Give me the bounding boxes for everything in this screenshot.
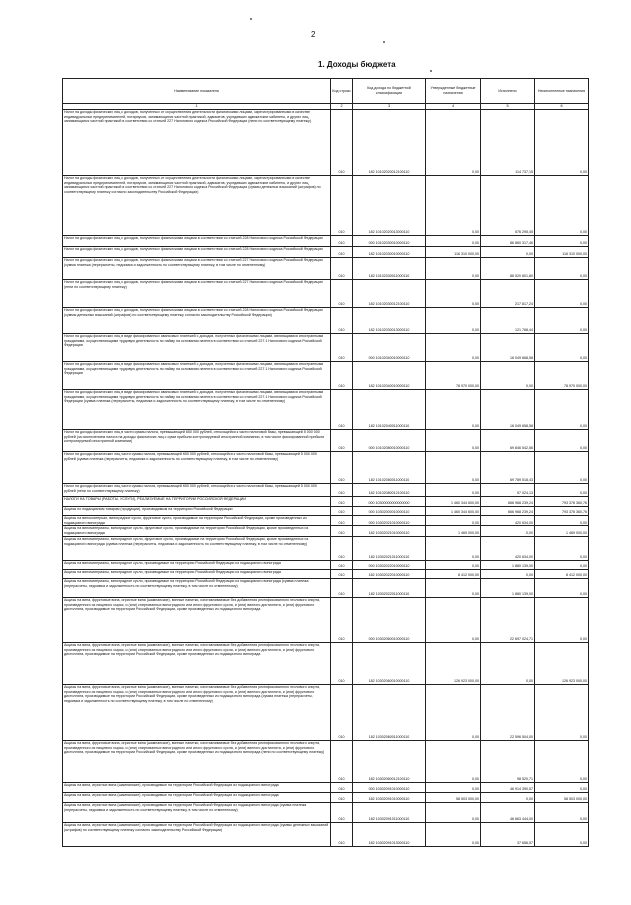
row-executed: 46 914 390,57 [481, 782, 535, 792]
row-remaining: 116 310 000,00 [535, 247, 589, 258]
row-executed: 37 656,57 [481, 822, 535, 846]
table-row [63, 516, 589, 526]
row-approved: 0,00 [426, 390, 481, 430]
col-header-executed: Исполнено [481, 79, 535, 104]
row-name: Налог на доходы физических лиц части суммы налога, превышающей 650 000 рублей, относящейся к части налоговой базы, превышающей 5 000 000 рублей (пени по соответствующему платежу) [63, 484, 331, 497]
page-title: 1. Доходы бюджета [318, 60, 396, 69]
table-row [63, 430, 589, 452]
table-row [63, 247, 589, 258]
row-kbk: 182 10102020013000110 [353, 176, 426, 236]
row-kbk: 182 10302022010000110 [353, 569, 426, 578]
row-code: 010 [331, 247, 353, 258]
row-name: Налог на доходы физических лиц с доходов, полученных физическими лицами в соответствии со статьей 228 Налогового кодекса Российской Федерации [63, 236, 331, 247]
row-code: 010 [331, 822, 353, 846]
table-row [63, 822, 589, 846]
row-approved: 0,00 [426, 110, 481, 176]
row-executed: 0,00 [481, 362, 535, 390]
row-remaining: 8 412 000,00 [535, 569, 589, 578]
row-name: Налог на доходы физических лиц с доходов, полученных физическими лицами в соответствии со статьей 228 Налогового кодекса Российской Федерации (суммы денежных взысканий (штрафов) по соответствующему платежу согласно законодательству Российской Федерации) [63, 308, 331, 334]
table-row [63, 740, 589, 782]
row-executed: 114 737,15 [481, 110, 535, 176]
row-code: 010 [331, 484, 353, 497]
col-header-kbk: Код дохода по бюджетной классификации [353, 79, 426, 104]
row-name: НАЛОГИ НА ТОВАРЫ (РАБОТЫ, УСЛУГИ), РЕАЛИЗУЕМЫЕ НА ТЕРРИТОРИИ РОССИЙСКОЙ ФЕДЕРАЦИИ [63, 497, 331, 507]
col-number: 5 [481, 104, 535, 110]
row-remaining: 0,00 [535, 782, 589, 792]
row-executed: 666 968 239,24 [481, 497, 535, 507]
row-kbk: 000 10302022010000110 [353, 560, 426, 569]
table-row [63, 792, 589, 802]
row-executed: 0,00 [481, 526, 535, 536]
row-approved: 0,00 [426, 452, 481, 484]
row-name: Налог на доходы физических лиц в виде фиксированных авансовых платежей с доходов, полученных физическими лицами, являющимися иностранными гражданами, осуществляющими трудовую деятельность по найму на основании патента в соответствии со статьей 227.1 Налогового кодекса Российской Федерации (сумма платежа (перерасчеты, недоимка и задолженность по соответствующему платежу, в том числе по отмененному) [63, 390, 331, 430]
table-row [63, 497, 589, 507]
row-executed: 0,00 [481, 569, 535, 578]
row-kbk: 182 10102030012100110 [353, 280, 426, 308]
row-approved: 0,00 [426, 782, 481, 792]
row-kbk: 000 10302000010000110 [353, 507, 426, 516]
row-code: 010 [331, 516, 353, 526]
table-row [63, 280, 589, 308]
row-name: Налог на доходы физических лиц с доходов, полученных от осуществления деятельности физическими лицами, зарегистрированными в качестве индивидуальных предпринимателей, нотариусов, занимающихся частной практикой, адвокатов, учредивших адвокатские кабинеты, и других лиц, занимающихся частной практикой в соответствии со статьей 227 Налогового кодекса Российской Федерации (пени по соответствующему платежу) [63, 110, 331, 176]
row-name: Акцизы на винокоятерьал, виноградное сусло, фруктовое сусло, производимые на территории Российской Федерации, кроме произведенных из подакцизного винограда [63, 516, 331, 526]
table-row [63, 507, 589, 516]
row-code: 010 [331, 308, 353, 334]
row-approved: 0,00 [426, 308, 481, 334]
row-kbk: 000 10302060010000110 [353, 597, 426, 642]
row-name: Акцизы на виноматериалы, виноградное сусло, производимые на территории Российской Федерации из подакцизного винограда [63, 569, 331, 578]
row-approved: 0,00 [426, 484, 481, 497]
table-row [63, 110, 589, 176]
row-kbk: 182 10102080011000110 [353, 452, 426, 484]
row-remaining: 793 376 360,76 [535, 507, 589, 516]
scan-speck [250, 18, 252, 20]
row-code: 010 [331, 560, 353, 569]
row-code: 010 [331, 569, 353, 578]
row-code: 010 [331, 258, 353, 280]
row-approved: 0,00 [426, 536, 481, 560]
row-remaining: 58 503 000,00 [535, 792, 589, 802]
row-remaining: 0,00 [535, 176, 589, 236]
row-name: Акцизы на вина, фруктовые вина, игристые вина (шампанские), винные напитки, изготавливаемые без добавления ректификованного этилового спирта, произведенного из пищевого сырья, и (или) спиртованных виноградного или иного фруктового сусла, и (или) винного дистиллята, и (или) фруктового дистиллята, производимые на территории Российской Федерации, кроме произведенных из подакцизного винограда [63, 642, 331, 684]
row-executed: 98 520,71 [481, 740, 535, 782]
row-name: Акцизы на вина, фруктовые вина, игристые вина (шампанские), винные напитки, изготавливаемые без добавления ректификованного этилового спирта, произведенного из пищевого сырья, и (или) спиртованных виноградного или иного фруктового сусла, и (или) винного дистиллята, и (или) фруктового дистиллята, производимые на территории Российской Федерации, кроме произведенных из подакцизного винограда [63, 597, 331, 642]
row-executed: 57 024,13 [481, 484, 535, 497]
row-remaining: 0,00 [535, 802, 589, 822]
row-remaining: 0,00 [535, 484, 589, 497]
table-row [63, 560, 589, 569]
page-number: 2 [311, 30, 316, 39]
row-name: Налог на доходы физических лиц в виде фиксированных авансовых платежей с доходов, полученных физическими лицами, являющимися иностранными гражданами, осуществляющими трудовую деятельность по найму на основании патента в соответствии со статьей 227.1 Налогового кодекса Российской Федерации [63, 334, 331, 362]
row-approved: 8 412 000,00 [426, 569, 481, 578]
row-name: Налог на доходы физических лиц части суммы налога, превышающей 650 000 рублей, относящейся к части налоговой базы, превышающей 5 000 000 рублей (сумма платежа (перерасчеты, недоимка и задолженность по соответствующему платежу, в том числе по отмененному) [63, 452, 331, 484]
row-executed: 217 817,24 [481, 280, 535, 308]
row-executed: 1 880 139,00 [481, 578, 535, 597]
row-remaining: 0,00 [535, 334, 589, 362]
row-kbk: 182 10102040010000110 [353, 362, 426, 390]
row-remaining: 793 376 360,76 [535, 497, 589, 507]
row-name: Акцизы на виноматериалы, виноградное сусло, производимые на территории Российской Федерации из подакцизного винограда [63, 560, 331, 569]
row-remaining: 0,00 [535, 430, 589, 452]
row-kbk: 000 10302021010000110 [353, 516, 426, 526]
row-remaining: 126 923 000,00 [535, 642, 589, 684]
row-kbk: 000 10102080010000110 [353, 430, 426, 452]
row-remaining: 0,00 [535, 560, 589, 569]
row-code: 010 [331, 390, 353, 430]
table-row [63, 390, 589, 430]
table-row [63, 569, 589, 578]
row-approved: 0,00 [426, 578, 481, 597]
row-name: Акцизы на вина, игристые вина (шампанские), производимые на территории Российской Федерации из подакцизного винограда [63, 792, 331, 802]
row-remaining: 0,00 [535, 822, 589, 846]
row-remaining: 0,00 [535, 110, 589, 176]
row-approved: 0,00 [426, 802, 481, 822]
row-approved: 58 503 000,00 [426, 792, 481, 802]
row-code: 010 [331, 684, 353, 740]
row-approved: 0,00 [426, 236, 481, 247]
row-name: Акцизы на вина, игристые вина (шампанские), производимые на территории Российской Федерации из подакцизного винограда (суммы денежных взысканий (штрафов) по соответствующему платежу согласно законодательству Российской Федерации) [63, 822, 331, 846]
row-code: 010 [331, 497, 353, 507]
col-header-approved: Утвержденные бюджетные назначения [426, 79, 481, 104]
row-kbk: 182 10302091011000110 [353, 802, 426, 822]
row-name: Налог на доходы физических лиц с доходов, полученных физическими лицами в соответствии со статьей 227 Налогового кодекса Российской Федерации (сумма платежа (перерасчеты, недоимка и задолженность по соответствующему платежу, в том числе по отмененному) [63, 258, 331, 280]
row-name: Акцизы на виноматериалы, виноградное сусло, производимые на территории Российской Федерации из подакцизного винограда (сумма платежа (перерасчеты, недоимка и задолженность по соответствующему платежу, в том числе по отмененному) [63, 578, 331, 597]
row-remaining: 0,00 [535, 390, 589, 430]
row-code: 010 [331, 526, 353, 536]
row-kbk: 182 10302091013000110 [353, 822, 426, 846]
table-row [63, 526, 589, 536]
row-code: 010 [331, 334, 353, 362]
row-remaining: 0,00 [535, 516, 589, 526]
row-name: Налог на доходы физических лиц с доходов, полученных от осуществления деятельности физическими лицами, зарегистрированными в качестве индивидуальных предпринимателей, нотариусов, занимающихся частной практикой, адвокатов, учредивших адвокатские кабинеты, и других лиц, занимающихся частной практикой в соответствии со статьей 227 Налогового кодекса Российской Федерации (суммы денежных взысканий (штрафов) по соответствующему платежу согласно законодательству Российской Федерации) [63, 176, 331, 236]
table-row [63, 452, 589, 484]
row-approved: 0,00 [426, 560, 481, 569]
col-number: 3 [353, 104, 426, 110]
row-executed: 0,00 [481, 792, 535, 802]
row-remaining: 0,00 [535, 452, 589, 484]
col-number: 4 [426, 104, 481, 110]
row-code: 010 [331, 430, 353, 452]
col-header-name: Наименование показателя [63, 79, 331, 104]
row-name: Налог на доходы физических лиц с доходов, полученных физическими лицами в соответствии со статьей 228 Налогового кодекса Российской Федерации [63, 247, 331, 258]
row-kbk: 000 10102040010000110 [353, 334, 426, 362]
row-executed: 86 860 317,46 [481, 236, 535, 247]
row-name: Акцизы на вина, игристые вина (шампанские), производимые на территории Российской Федерации из подакцизного винограда [63, 782, 331, 792]
table-body [63, 110, 589, 847]
col-number: 1 [63, 104, 331, 110]
row-approved: 0,00 [426, 176, 481, 236]
row-kbk: 182 10102080012100110 [353, 484, 426, 497]
row-kbk: 000 10300000000000000 [353, 497, 426, 507]
row-approved: 0,00 [426, 334, 481, 362]
table-row [63, 578, 589, 597]
row-approved: 1 460 344 600,00 [426, 497, 481, 507]
row-kbk: 182 10302060010000110 [353, 642, 426, 684]
row-code: 010 [331, 782, 353, 792]
row-executed: 46 663 444,00 [481, 802, 535, 822]
table-row [63, 236, 589, 247]
col-header-code: Код строки [331, 79, 353, 104]
row-kbk: 182 10302060011000110 [353, 684, 426, 740]
row-approved: 126 923 000,00 [426, 642, 481, 684]
row-approved: 0,00 [426, 430, 481, 452]
row-name: Акцизы на вина, фруктовые вина, игристые вина (шампанские), винные напитки, изготавливаемые без добавления ректификованного этилового спирта, произведенного из пищевого сырья, и (или) спиртованных виноградного или иного фруктового сусла, и (или) винного дистиллята, и (или) фруктового дистиллята, производимые на территории Российской Федерации, кроме произведенных из подакцизного винограда (пени по соответствующему платежу) [63, 740, 331, 782]
col-number: 6 [535, 104, 589, 110]
row-kbk: 182 10102030011000110 [353, 258, 426, 280]
table-row [63, 536, 589, 560]
row-remaining: 0,00 [535, 536, 589, 560]
row-kbk: 182 10302021010000110 [353, 526, 426, 536]
row-name: Акцизы на вина, фруктовые вина, игристые вина (шампанские), винные напитки, изготавливаемые без добавления ректификованного этилового спирта, произведенного из пищевого сырья, и (или) спиртованных виноградного или иного фруктового сусла, и (или) винного дистиллята, и (или) фруктового дистиллята, производимые на территории Российской Федерации, кроме произведенных из подакцизного винограда (сумма платежа (перерасчеты, недоимка и задолженность по соответствующему платежу, в том числе по отмененному) [63, 684, 331, 740]
row-code: 010 [331, 578, 353, 597]
row-name: Налог на доходы физических лиц в части суммы налога, превышающей 650 000 рублей, относящейся к части налоговой базы, превышающей 5 000 000 рублей (за исключением налога на доходы физических лиц с сумм прибыли контролируемой иностранной компании, в том числе фиксированной прибыли контролируемой иностранной компании) [63, 430, 331, 452]
row-approved: 0,00 [426, 258, 481, 280]
row-remaining: 0,00 [535, 740, 589, 782]
row-approved: 0,00 [426, 597, 481, 642]
row-executed: 22 697 024,71 [481, 597, 535, 642]
row-kbk: 182 10302060012100110 [353, 740, 426, 782]
row-executed: 121 768,44 [481, 308, 535, 334]
row-kbk: 182 10302021011000110 [353, 536, 426, 560]
col-header-remaining: Неисполненные назначения [535, 79, 589, 104]
row-executed: 0,00 [481, 642, 535, 684]
row-name: Акцизы на виноматериалы, виноградное сусло, фруктовое сусло, производимые на территории Российской Федерации, кроме произведенных из подакцизного винограда (сумма платежа (перерасчеты, недоимка и задолженность по соответствующему платежу, в том числе по отмененному) [63, 536, 331, 560]
row-executed: 420 634,00 [481, 516, 535, 526]
row-executed: 420 634,00 [481, 536, 535, 560]
table-row [63, 597, 589, 642]
row-name: Акцизы на виноматериалы, виноградное сусло, фруктовое сусло, производимые на территории Российской Федерации, кроме произведенных из подакцизного винограда [63, 526, 331, 536]
row-name: Налог на доходы физических лиц в виде фиксированных авансовых платежей с доходов, полученных физическими лицами, являющимися иностранными гражданами, осуществляющими трудовую деятельность по найму на основании патента в соответствии со статьей 227.1 Налогового кодекса Российской Федерации [63, 362, 331, 390]
row-code: 010 [331, 507, 353, 516]
table-header-row [63, 79, 589, 104]
row-approved: 0,00 [426, 280, 481, 308]
row-code: 010 [331, 236, 353, 247]
row-code: 010 [331, 176, 353, 236]
table-row [63, 334, 589, 362]
row-code: 010 [331, 110, 353, 176]
table-row [63, 362, 589, 390]
row-executed: 69 846 542,56 [481, 430, 535, 452]
table-row [63, 308, 589, 334]
row-kbk: 000 10102030010000110 [353, 236, 426, 247]
table-row [63, 176, 589, 236]
row-code: 010 [331, 362, 353, 390]
row-remaining: 0,00 [535, 280, 589, 308]
table-row [63, 642, 589, 684]
row-executed: 22 596 504,00 [481, 684, 535, 740]
row-approved: 0,00 [426, 822, 481, 846]
row-code: 010 [331, 597, 353, 642]
row-approved: 78 970 000,00 [426, 362, 481, 390]
row-kbk: 182 10302022011000110 [353, 578, 426, 597]
row-code: 010 [331, 792, 353, 802]
row-executed: 0,00 [481, 247, 535, 258]
table-row [63, 258, 589, 280]
row-remaining: 0,00 [535, 258, 589, 280]
row-remaining: 0,00 [535, 308, 589, 334]
col-number: 2 [331, 104, 353, 110]
row-executed: 666 968 239,24 [481, 507, 535, 516]
row-name: Акцизы на вина, игристые вина (шампанские), производимые на территории Российской Федерации из подакцизного винограда (сумма платежа (перерасчеты, недоимка и задолженность по соответствующему платежу, в том числе по отмененному) [63, 802, 331, 822]
row-remaining: 0,00 [535, 578, 589, 597]
scan-speck [430, 70, 432, 72]
table-row [63, 802, 589, 822]
row-approved: 0,00 [426, 740, 481, 782]
row-executed: 1 880 139,00 [481, 560, 535, 569]
row-executed: 576 295,45 [481, 176, 535, 236]
row-kbk: 182 10102040011000110 [353, 390, 426, 430]
row-code: 010 [331, 642, 353, 684]
row-remaining: 1 469 000,00 [535, 526, 589, 536]
row-code: 010 [331, 280, 353, 308]
table-row [63, 782, 589, 792]
row-executed: 86 520 801,80 [481, 258, 535, 280]
row-kbk: 182 10102030013000110 [353, 308, 426, 334]
row-remaining: 0,00 [535, 684, 589, 740]
table-row [63, 484, 589, 497]
row-executed: 69 789 518,43 [481, 452, 535, 484]
row-approved: 1 469 000,00 [426, 526, 481, 536]
row-executed: 16 049 658,58 [481, 390, 535, 430]
row-remaining: 0,00 [535, 597, 589, 642]
row-code: 010 [331, 802, 353, 822]
row-remaining: 0,00 [535, 236, 589, 247]
row-kbk: 182 10302091010000110 [353, 792, 426, 802]
row-executed: 16 049 668,58 [481, 334, 535, 362]
row-code: 010 [331, 452, 353, 484]
row-name: Акцизы по подакцизным товарам (продукции), производимым на территории Российской Федерации [63, 507, 331, 516]
row-approved: 0,00 [426, 684, 481, 740]
row-approved: 0,00 [426, 516, 481, 526]
row-code: 010 [331, 536, 353, 560]
row-code: 010 [331, 740, 353, 782]
row-remaining: 78 970 000,00 [535, 362, 589, 390]
revenue-table [62, 78, 589, 847]
row-approved: 116 310 000,00 [426, 247, 481, 258]
table-row [63, 684, 589, 740]
row-name: Налог на доходы физических лиц с доходов, полученных физическими лицами в соответствии со статьей 227 Налогового кодекса Российской Федерации (пени по соответствующему платежу) [63, 280, 331, 308]
row-kbk: 000 10302091010000110 [353, 782, 426, 792]
row-kbk: 182 10102020012100110 [353, 110, 426, 176]
row-kbk: 182 10102030010000110 [353, 247, 426, 258]
scan-speck [383, 41, 385, 43]
row-approved: 1 460 344 600,00 [426, 507, 481, 516]
